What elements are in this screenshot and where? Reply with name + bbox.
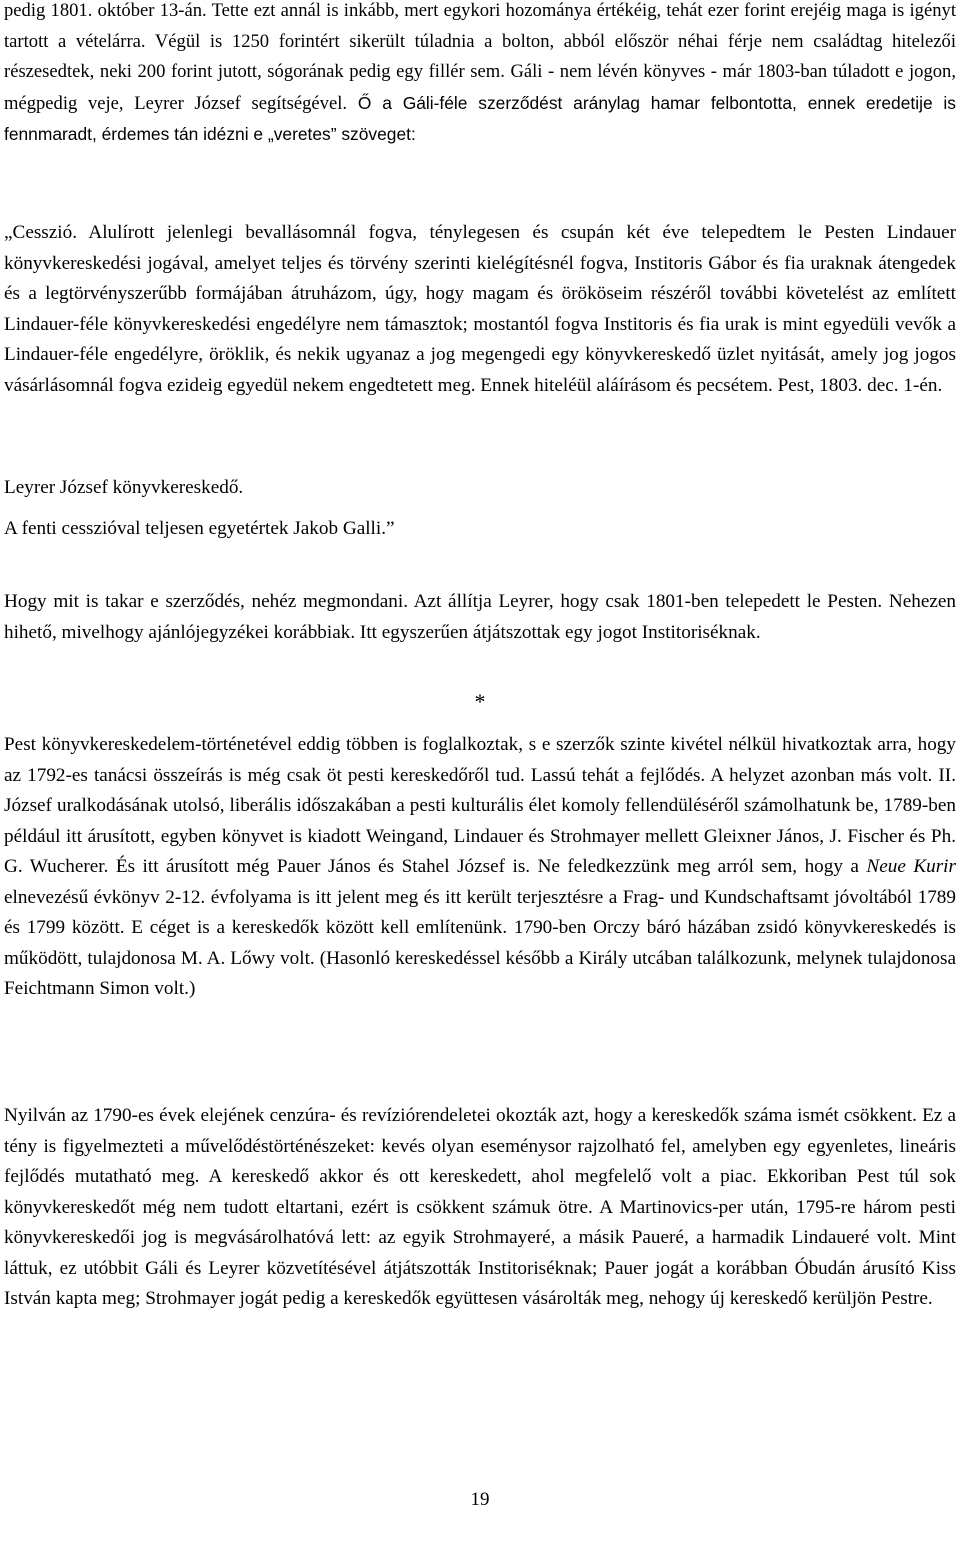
- section-separator: *: [474, 689, 486, 714]
- page-number: 19: [470, 1489, 490, 1510]
- signature-galli: A fenti cesszióval teljesen egyetértek Jakob Galli.”: [4, 518, 395, 539]
- paragraph-book-trade-history-text-1: Pest könyvkereskedelem-történetével eddig többen is foglalkoztak, s e szerzők szinte kivétel nélkül hivatkoztak arra, hogy az 1792-es tanácsi összeírás is még csak öt pesti kereskedőről tud. Lassú tehát a fejlődés. A helyzet azonban más volt. II. József uralkodásának utolsó, liberális időszakában a pesti kulturális élet komoly fellendüléséről számolhatunk be, 1789-ben például itt árusított, egyben könyvet is kiadott Weingand, Lindauer és Strohmayer mellett Gleixner János, J. Fischer és Ph. G. Wucherer. És itt árusított még Pauer János és Stahel József is. Ne feledkezzünk meg arról sem, hogy a: [4, 734, 956, 877]
- paragraph-contract-comment: Hogy mit is takar e szerződés, nehéz megmondani. Azt állítja Leyrer, hogy csak 1801-ben telepedett le Pesten. Nehezen hihető, mivelhogy ajánlójegyzékei korábbiak. Itt egyszerűen átjátszottak egy jogot Institoriséknak.: [4, 591, 956, 643]
- almanac-title: Neue Kurir: [866, 856, 956, 877]
- paragraph-book-trade-history: [4, 730, 956, 1005]
- paragraph-book-trade-history-text-2: elnevezésű évkönyv 2-12. évfolyama is itt jelent meg és itt került terjesztésre a Frag- und Kundschaftsamt jóvoltából 1789 és 1799 között. E céget is a kereskedők között kell említenünk. 1790-ben Orczy báró házában zsidó könyvkereskedés is működött, tulajdonosa M. A. Lőwy volt. (Hasonló kereskedéssel később a Király utcában találkozunk, melynek tulajdonosa Feichtmann Simon volt.): [4, 886, 956, 999]
- paragraph-gali-sale: [4, 0, 956, 151]
- signature-leyrer: Leyrer József könyvkereskedő.: [4, 477, 244, 498]
- paragraph-gali-sale-text: pedig 1801. október 13-án. Tette ezt annál is inkább, mert egykori hozományа értékéig, tehát ezer forint erejéig maga is igényt tartott a vételárra. Végül is 1250 forintért sikerült túladnia a bolton, abból először néhai férje nem családtag hitelezői részesedtek, neki 200 forint jutott, sógorának pedig egy fillér sem. Gáli - nem lévén könyves - már 1803-ban túladott e jogon, mégpedig veje, Leyrer József segítségével.: [4, 0, 956, 114]
- paragraph-censorship: Nyilván az 1790-es évek elejének cenzúra- és revíziórendeletei okozták azt, hogy a kereskedők száma ismét csökkent. Ez a tény is figyelmezteti a művelődéstörténészeket: kevés olyan eseménysor rajzolható fel, amelyben egy egyenletes, lineáris fejlődés mutatható meg. A kereskedő akkor és ott kereskedett, ahol megfelelő volt a piac. Ekkoriban Pest túl sok könyvkereskedőt még nem tudott eltartani, ezért is csökkent számuk ötre. A Martinovics-per után, 1795-re három pesti könyvkereskedői jog is megvásárolhatóvá lett: az egyik Strohmayeré, a másik Paueré, a harmadik Lindaueré volt. Mint láttuk, ez utóbbit Gáli és Leyrer közvetítésével átjátszották Institoriséknak; Pauer jogát a korábban Óbudán árusító Kiss István kapta meg; Strohmayer jogát pedig a kereskedők együttesen vásárolták meg, nehogy új kereskedő kerüljön Pestre.: [4, 1105, 956, 1309]
- paragraph-gali-contract-text: Ő a Gáli-féle szerződést aránylag hamar felbontotta, ennek eredetije is fennmaradt, érdemes tán idézni e „veretes” szöveget:: [4, 92, 956, 144]
- paragraph-cession-quote: „Cesszió. Alulírott jelenlegi bevallásomnál fogva, ténylegesen és csupán két éve telepedtem le Pesten Lindauer könyvkereskedési jogával, amelyet teljes és törvény szerinti kielégítésnél fogva, Institoris Gábor és fia uraknak átengedek és a legtörvényszerűbb formájában átruházom, úgy, hogy magam és örököseim részéről további követelést az említett Lindauer-féle könyvkereskedési engedélyre nem támasztok; mostantól fogva Institoris és fia urak is mint egyedüli vevők a Lindauer-féle engedélyre, öröklik, és nekik ugyanaz a jog megengedi egy könyvkereskedő üzlet nyitását, amely jog jogos vásárlásomnál fogva ezideig egyedül nekem engedtetett meg. Ennek hiteléül aláírásom és pecsétem. Pest, 1803. dec. 1-én.: [4, 222, 956, 396]
